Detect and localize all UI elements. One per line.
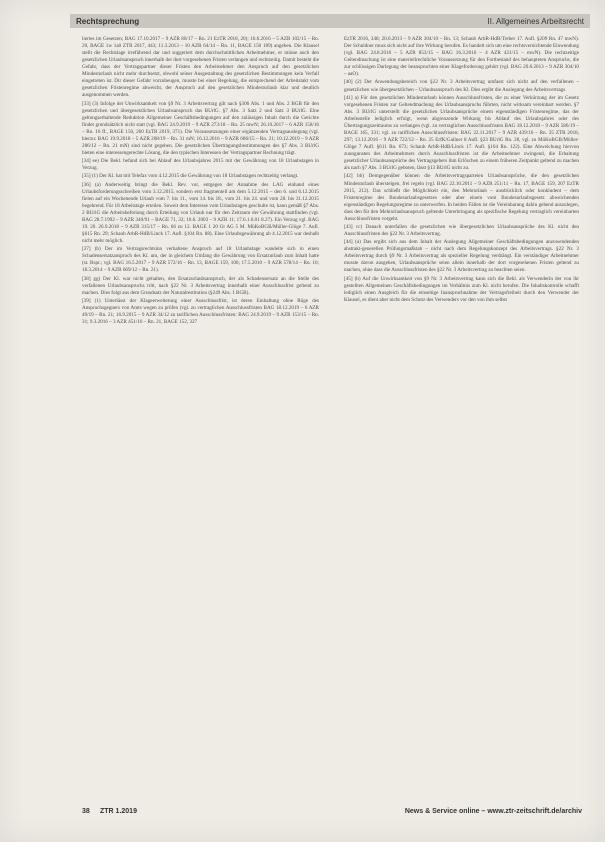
paragraph: [43] cc) Danach unterfallen die gesetzlichen wie übergesetzlichen Urlaubsansprüche des Kl. nicht den Ausschlussfristen des §22 Nr. 3 Arbeitsvertrag. <box>344 223 579 238</box>
journal-issue: ZTR 1.2019 <box>100 808 137 815</box>
page-footer <box>82 808 582 820</box>
paragraph: [44] (a) Das ergibt sich aus dem Inhalt der Auslegung Allgemeiner Geschäftsbedingungen anzuwendenden abstrakt-generellen Prüfungsmaßstab – nicht nach dem Regelungskonzept des Arbeitsvertrags. §22 Nr. 3 Arbeitsvertrag durch §9 Nr. 3 Arbeitsvertrag als spezieller Regelung verdrängt. Ein verständiger Arbeitnehmer musste davon ausgehen, Urlaubsansprüche seien allein innerhalb der dort vorgesehenen Fristen geltend zu machen, ohne dass die Ausschlussfristen des §22 Nr. 3 Arbeitsvertrag zu beachten seien. <box>344 239 579 274</box>
page-number: 38 <box>82 808 90 815</box>
paragraph: EzTR 2016, 348; 20.6.2013 – 9 AZR 304/10 – Rn. 13; Schaub ArbR-HdB/Treber 17. Aufl. §209 Rn. 47 mwN). Der Schuldner muss sich nicht auf ihre Wirkung berufen. Es handelt sich um eine rechtsvernichtende Einwendung (vgl. BAG 24.8.2016 – 5 AZR 853/15 – BAG 16.3.2016 – 4 AZR 421/15 – mwN). Die rechtzeitige Geltendmachung ist eine materiellrechtliche Voraussetzung für den Fortbestand des behaupteten Anspruchs, die zur schlüssigen Darlegung der beanspruchten einer Klageforderung gehört (vgl. BAG 20.6.2013 – 9 AZR 304/10 – aaO). <box>344 36 579 78</box>
right-column <box>344 36 579 806</box>
paragraph: [41] a) Für den gesetzlichen Mindesturlaub können Ausschlussfristen, die zu einer Verkürzung der im Gesetz vorgesehenen Fristen zur Geltendmachung des Urlaubsanspruchs führten, nicht wirksam vereinbart werden. §7 Abs. 3 BUrlG unterstellt die gesetzlichen Urlaubsansprüche einem eigenständigen Fristenregime, das der Arbeitsstelle lediglich erfolgt, wenn abgrenzende Wirkung bis Ablauf des Urlaubsjahres oder des Übertragungszeitraums zu verlangen (vgl. zu vertraglichen Ausschlussfristen BAG 18.12.2018 – 9 AZR 586/19 – BAGE 165, 331; vgl. zu tariflichen Ausschlussfristen: BAG 22.11.2017 – 9 AZR 439/16 – Rn. 35 ZTR 2018, 297; 13.12.2016 – 9 AZR 722/12 – Rn. 25 ErfK/Gallner 8 Aufl. §23 BUrlG Rn. 28, vgl. zu MüKoBGB/Müller-Glöge 7 Aufl. §611 Rn. 673; Schaub ArbR-HdB/Linck 17. Aufl. §104 Rn. 122). Eine Abweichung hiervon zuungunsten des Arbeitnehmers durch Ausschlussfristen ist die Arbeitnehmer zwingend, die Erhaltung gesetzlicher Urlaubsansprüche des Vertragsgebers ihm Erlöschen zu einem früheren Zeitpunkt geltend zu machen als nach §7 Abs. 3 BUrlG geboten, lässt §13 BUrlG nicht zu. <box>344 94 579 172</box>
paragraph: [34] ee) Die Bekl. befand sich bei Ablauf des Urlaubsjahres 2015 mit der Gewährung von 18 Urlaubstagen in Verzug. <box>82 158 319 172</box>
paragraph: [39] (1) Unterlässt der Klageerweiterung einer Ausschlussfrist, ist deren Einhaltung ohne Rüge des Anspruchsgegners von Amts wegen zu prüfen (vgl. zu vertraglichen Ausschlussfristen BAG 18.12.2019 – 6 AZR 49/19 – Rn. 21; 16.9.2015 – 9 AZR 34/12 zu tariflichen Ausschlussfristen: BAG 24.9.2019 – 9 AZR 153/15 – Rn. 31; 9.3.2016 – 3 AZR 451/16 – Rn. 21, BAGE 152, 327 <box>82 298 319 326</box>
archive-link: News & Service online – www.ztr-zeitschrift.de/archiv <box>404 808 582 815</box>
running-header <box>70 14 590 28</box>
paragraph: [42] bb) Demgegenüber können die Arbeitsvertragsparteien Urlaubsansprüche, die den gesetzlichen Mindesturlaub übersteigen, frei regeln (vgl. BAG 22.10.2011 – 9 AZR 251/11 – Rn. 17, BAGE 159, 207 EzTR 2015, 212). Das schließt die Möglichkeit ein, den Mehrurlaub – ausdrücklich oder konkludent – dem Fristenregime des Bundesurlaubsgesetzes oder aber einem vom Bundesurlaubsgesetz abweichenden eigenständigen Regelungsregime zu unterwerfen. In beiden Fällen ist die Vereinbarung dahin gehend auszulegen, dass den für den Mehrurlaubsanspruch geltende Unterbringung als spezifische Regelung vertraglich vereinbarten Ausschlussfristen vorgeht. <box>344 173 579 222</box>
paragraph: [33] (3) Infolge der Unwirksamkeit von §9 Nr. 3 Arbeitsvertrag gilt nach §306 Abs. 1 und Abs. 2 BGB für den gesetzlichen und übergesetzlichen Urlaubsanspruch das BUrlG. §7 Abs. 3 Satz 2 und Satz 3 BUrlG. Eine geltungserhaltende Reduktion Allgemeiner Geschäftsbedingungen auf den zulässigen Inhalt durch die Gerichte findet grundsätzlich nicht statt (vgl. BAG 24.9.2019 – 9 AZR 273/18 – Rn. 25 mwN; 26.10.2017 – 6 AZR 158/16 – Rn. 16 ff., BAGE 150, 260 EzTR 2019, 371). Die Voraussetzungen einer ergänzenden Vertragsauslegung (vgl. hierzu: BAG 19.9.2018 – 5 AZR 208/19 – Rn. 31 mN; 16.12.2016 – 9 AZR 686/15 – Rn. 21; 10.12.2019 – 9 AZR 286/12 – Rn. 21 mN) sind nicht gegeben. Die gesetzlichen Übertragungsbestimmungen des §7 Abs. 3 BUrlG bieten eine interessengerechte Lösung, die den typischen Interessen der Vertragspartner Rechnung trägt. <box>82 100 319 156</box>
paragraph: [35] (1) Der Kl. hat mit Telefax vom 4.12.2015 die Gewährung von 18 Urlaubstagen rechtzeitig verlangt. <box>82 173 299 180</box>
section-title: Rechtsprechung <box>76 16 140 26</box>
paragraph: [37] (b) Der im Vertragsrechtsinn verhaltene Anspruch auf 18 Urlaubstage wandelte sich in einen Schadensersatzanspruch des Kl. um, der in gleichem Umfang die Gewährung von Ersatzurlaub zum Inhalt hatte (st. Rspr.; vgl. BAG 16.5.2017 – 9 AZR 572/16 – Rn. 13, BAGE 159, 106; 17.5.2010 – 9 AZR 578/14 – Rn. 16; 18.3.2014 – 9 AZR 669/12 – Rn. 21). <box>82 246 319 274</box>
paragraph: [40] (2) Der Anwendungsbereich von §22 Nr. 3 Arbeitsvertrag umfasst sich nicht auf den verfallenen – gesetzlichen wie übergesetzlichen – Urlaubsanspruch des Kl. Dies ergibt die Auslegung des Arbeitsvertrags. <box>344 79 579 93</box>
left-column <box>82 36 319 806</box>
paragraph: liertes im Gesetzen; BAG 17.10.2017 – 9 AZR 80/17 – Rn. 21 EzTR 2018, 20); 16.6.2016 – 5 AZR 102/15 – Rn. 20, BAGE 1w 1a0 ZTR 2017, 443; 11.3.2013 – 10 AZR 64/14 – Rn. 11, BAGE 150 189) angeben. Die Klausel stellt die Rechtslage irreführend dar und suggeriert dem durchschnittlichen Arbeitnehmer, er müsse auch den gesetzlichen Urlaubsanspruch innerhalb der dort vorgesehenen Fristen verlangen und rechtzeitig. Damit besteht die Gefahr, dass der Vertragspartner dieser Fristen den Arbeitnehmer den Anspruch auf den gesetzlichen Mindesturlaub nicht mehr durchsetzt, obwohl seiner Ausgestaltung des gesetzlichen Bestimmungen kein Verfall eingetreten ist. Dir dieser Gefahr vorzubeugen, musste bei einer Regelung, die entsprechend der Arbeitstakt vom gesetzlichen Fristenregime abweicht, der Anspruch auf den gesetzlichen Mindesturlaub klar und deutlich ausgenommen werden. <box>82 36 319 99</box>
paragraph: [38] gg) Der Kl. war nicht gehalten, den Ersatzurlaubsanspruch, der als Schadensersatz an die Stelle des verfallenen Urlaubsanspruchs tritt, nach §22 Nr. 3 Arbeitsvertrag innerhalb einer Ausschlussfrist geltend zu machen. Dies folgt aus dem Grundsatz der Naturalrestitution (§249 Abs. 1 BGB). <box>82 275 319 296</box>
paragraph: [36] (a) Anderweitig bringt die Bekl. Rev. vor, entgegen der Annahme des LAG einhand eines Urlaubsforderungsschreiben vom 3.12.2015, sondern erst fragmentell am dem 5.12.2015 – den 6. und 6.12.2015 fielen auf ein Wochenende Urlaub vom 7. bis 11., vom 14. bis 18., vom 21. bis 24. und vom 28. bis 31.12.2015 begehrend. Für 18 Arbeitstage erteilen. Soweit dem Interesse vom Urlaubstagen geschulte ist, kann gemäß §7 Abs. 2 BUrlG die Arbeitsbefreiung durch Erteilung von Urlaub nur für den Zeitraum der Gewährung stattfinden (vgl. BAG 28.7.1992 – 9 AZR 340/91 – BAGE 71, 32; 10.6. 2003 – 9 AZR 11; 17.6.1.0.01 8.27). Ein Verzug vgl. BAG 19. 20. 26.9.2018 – 9 AZR 315/17 – Rn. 66 zu 12. BAGE 1 20 Gt AG 5 M. MüKoBGB/Müller-Glöge 7. Aufl. §615 Rn. 29; Schaub ArbR-HdB/Linck 17. Aufl. §104 Rn. 88). Eine Urlaubsgewährung ab 4.12.2015 war deshalb nicht mehr möglich. <box>82 181 319 245</box>
section-topic: II. Allgemeines Arbeitsrecht <box>487 16 584 26</box>
paragraph: [45] (b) Auf die Unwirksamkeit von §9 Nr. 3 Arbeitsvertrag kann sich die Bekl. als Verwenderin der von ihr gestellten Allgemeinen Geschäftsbedingungen im Verhältnis zum Kl. nicht berufen. Die Inhaltskontrolle schafft lediglich einen Ausgleich für die einseitige Inanspruchnahme der Vertragsfreiheit durch den Verwender der Klausel, es dient aber nicht dem Schutz des Verwenders vor den von ihm selbst <box>344 275 579 303</box>
